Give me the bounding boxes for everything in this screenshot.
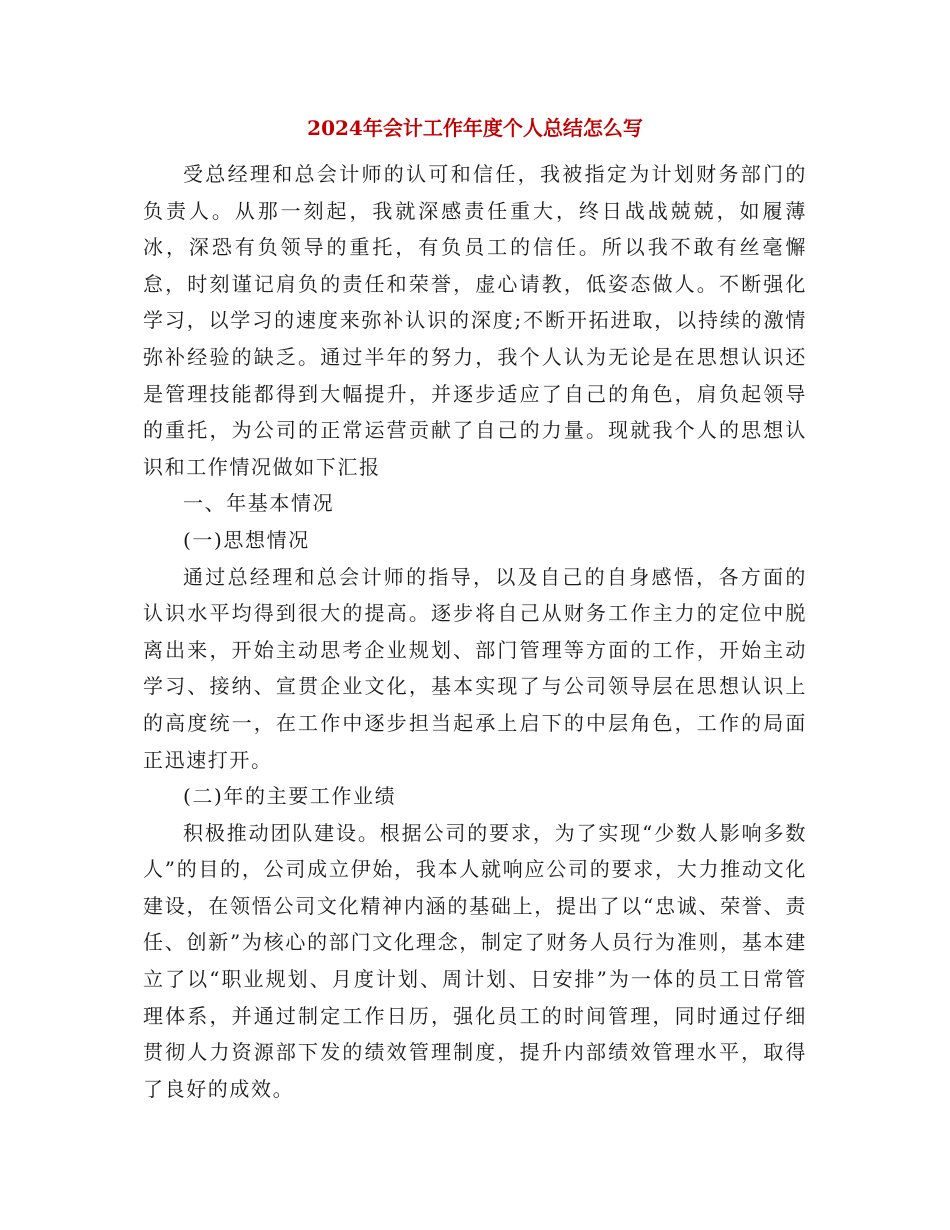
section-heading-basic: 一、年基本情况	[183, 491, 335, 516]
paragraph-team-building: 积极推动团队建设。根据公司的要求，为了实现“少数人影响多数人”的目的，公司成立伊始，我本人就响应公司的要求，大力推动文化建设，在领悟公司文化精神内涵的基础上，提出了以“忠诚、荣誉、责任、创新”为核心的部门文化理念，制定了财务人员行为准则，基本建立了以“职业规划、月度计划、周计划、日安排”为一体的员工日常管理体系，并通过制定工作日历，强化员工的时间管理，同时通过仔细贯彻人力资源部下发的绩效管理制度，提升内部绩效管理水平，取得了良好的成效。	[143, 820, 807, 1101]
subsection-heading-thought: (一)思想情况	[183, 527, 310, 552]
paragraph-intro: 受总经理和总会计师的认可和信任，我被指定为计划财务部门的负责人。从那一刻起，我就深感责任重大，终日战战兢兢，如履薄冰，深恐有负领导的重托，有负员工的信任。所以我不敢有丝毫懈怠，时刻谨记肩负的责任和荣誉，虚心请教，低姿态做人。不断强化学习，以学习的速度来弥补认识的深度;不断开拓进取，以持续的激情弥补经验的缺乏。通过半年的努力，我个人认为无论是在思想认识还是管理技能都得到大幅提升，并逐步适应了自己的角色，肩负起领导的重托，为公司的正常运营贡献了自己的力量。现就我个人的思想认识和工作情况做如下汇报	[143, 162, 807, 479]
subsection-heading-achievements: (二)年的主要工作业绩	[183, 784, 397, 809]
paragraph-thought: 通过总经理和总会计师的指导，以及自己的自身感悟，各方面的认识水平均得到很大的提高。逐步将自己从财务工作主力的定位中脱离出来，开始主动思考企业规划、部门管理等方面的工作，开始主动学习、接纳、宣贯企业文化，基本实现了与公司领导层在思想认识上的高度统一，在工作中逐步担当起承上启下的中层角色，工作的局面正迅速打开。	[143, 564, 807, 772]
document-body	[143, 156, 807, 1107]
document-title: 2024年会计工作年度个人总结怎么写	[307, 116, 643, 140]
